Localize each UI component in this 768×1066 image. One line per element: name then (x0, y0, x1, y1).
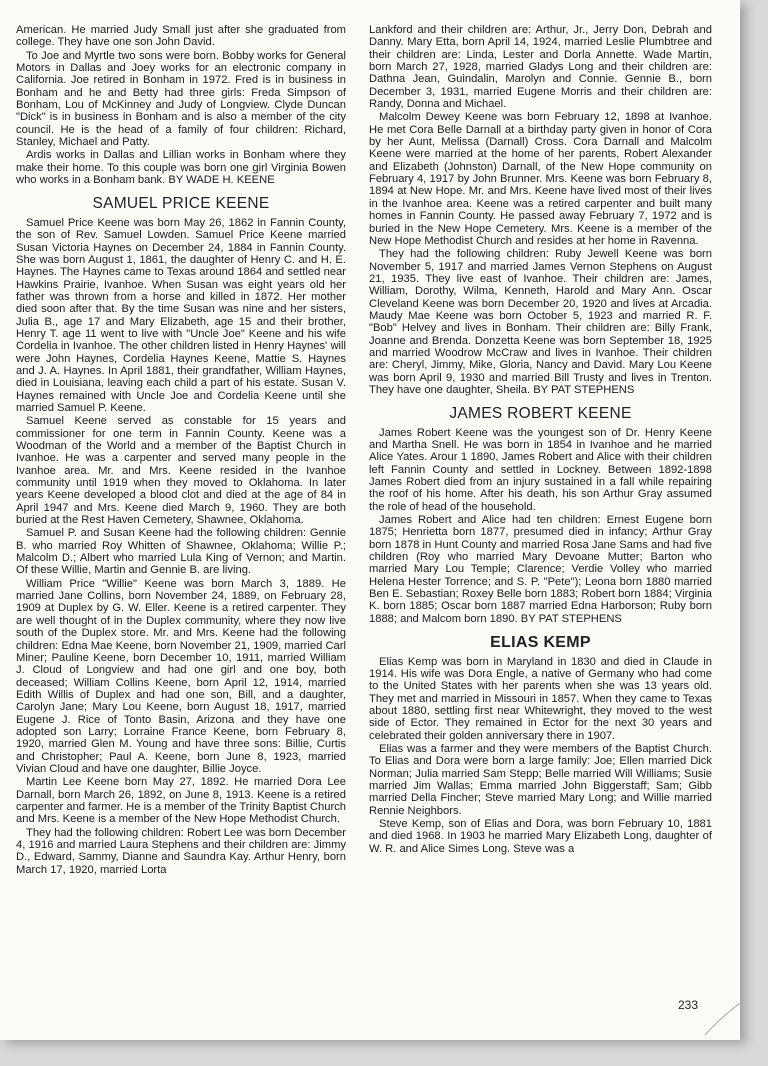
section-heading-james-robert-keene: JAMES ROBERT KEENE (449, 405, 632, 423)
paragraph: To Joe and Myrtle two sons were born. Bobby works for General Motors in Dallas and Joey works for an electronic company in California. Joe retired in Bonham in 1972. Fred is in business in Bonham and he and Betty had three girls: Freda Simpson of Bonham, Lou of McKinney and Judy of Longview. Clyde Duncan "Dick" is in business in Bonham and is also a member of the city council. He is the head of a family of four children: Richard, Stanley, Michael and Patty. (16, 49, 346, 149)
left-column (16, 24, 346, 877)
paragraph: James Robert and Alice had ten children: Ernest Eugene born 1875; Henrietta born 1877, presumed died in infancy; Arthur Gray born 1878 in Hunt County and married Rosa Jane Sams and had five children (Roy who married Mary Devoane Mutter; Barton who married Mary Lou Temple; Clarence; Verdie Volley who married Helena Hester Torrence; and S. P. "Pete"); Leona born 1880 married Ben E. Sebastian; Roxey Belle born 1883; Robert born 1884; Virginia K. born 1885; Oscar born 1887 married Edna Harborson; Ruby born 1888; and Malcom born 1890. BY PAT STEPHENS (369, 514, 712, 625)
paragraph: William Price "Willie" Keene was born March 3, 1889. He married Jane Collins, born November 24, 1889, on February 28, 1909 at Duplex by G. W. Eller. Keene is a retired carpenter. They are well thought of in the Duplex community, where they now live south of the Duplex store. Mr. and Mrs. Keene had the following children: Edna Mae Keene, born November 21, 1909, married Carl Miner; Pauline Keene, born December 10, 1911, married William J. Cloud of Longview and had one girl and one boy, both deceased; William Collins Keene, born April 12, 1914, married Edith Willis of Duplex and had one son, Bill, and a daughter, Carolyn Jane; Mary Lou Keene, born August 18, 1917, married Eugene J. Rice of Tonto Basin, Arizona and they have one adopted son Larry; Lorraine France Keene, born February 8, 1920, married Glen M. Young and have three sons: Billie, Curtis and Christopher; Paul A. Keene, born June 8, 1923, married Vivian Cloud and have one daughter, Billie Joyce. (16, 577, 346, 775)
paragraph: Samuel P. and Susan Keene had the following children: Gennie B. who married Roy Whitten of Shawnee, Oklahoma; Willie P.; Malcolm D.; Albert who married Lula King of Vernon; and Martin. Of these Willie, Martin and Gennie B. are living. (16, 527, 346, 577)
paragraph: Lankford and their children are: Arthur, Jr., Jerry Don, Debrah and Danny. Mary Etta, born April 14, 1924, married Leslie Plumbtree and their children are: Linda, Lester and Dorla Annette. Wade Martin, born March 27, 1928, married Gladys Long and their children are: Dathna Jean, Guindalin, Marolyn and Connie. Gennie B., born December 3, 1931, married Eugene Morris and their children are: Randy, Donna and Michael. (369, 24, 712, 111)
paragraph: Elias Kemp was born in Maryland in 1830 and died in Claude in 1914. His wife was Dora Engle, a native of Germany who had come to the United States with her parents when she was 13 years old. They met and married in Missouri in 1857. When they came to Texas about 1880, settling first near Whitewright, they moved to the west side of Ector. They remained in Ector for the next 30 years and celebrated their golden anniversary there in 1907. (369, 655, 712, 742)
paragraph: Ardis works in Dallas and Lillian works in Bonham where they make their home. To this couple was born one girl Virginia Bowen who works in a Bonham bank. BY WADE H. KEENE (16, 149, 346, 187)
paragraph: Elias was a farmer and they were members of the Baptist Church. To Elias and Dora were born a large family: Joe; Ellen married Dick Norman; Julia married Sam Stepp; Belle married Will Williams; Susie married Jim Wallas; Emma married John Biggerstaff; Sam; Gibb married Della Fincher; Steve married Mary Long; and Willie married Rennie Neighbors. (369, 742, 712, 817)
paragraph: Malcolm Dewey Keene was born February 12, 1898 at Ivanhoe. He met Cora Belle Darnall at a birthday party given in honor of Cora by her Aunt, Melissa (Darnall) Cross. Cora Darnall and Malcolm Keene were married at the home of her parents, Robert Alexander and Elizabeth (Johnston) Darnall, of the New Hope community on February 4, 1917 by John Brunner. Mrs. Keene was born February 8, 1894 at New Hope. Mr. and Mrs. Keene have lived most of their lives in the Ivanhoe area. Keene was a retired carpenter and built many homes in Fannin County. He passed away February 7, 1972 and is buried in the New Hope Cemetery. Mrs. Keene is a member of the New Hope Methodist Church and resides at her home in Ravenna. (369, 111, 712, 247)
paragraph: Steve Kemp, son of Elias and Dora, was born February 10, 1881 and died 1968. In 1903 he married Mary Elizabeth Long, daughter of W. R. and Alice Simes Long. Steve was a (369, 817, 712, 855)
paragraph: They had the following children: Ruby Jewell Keene was born November 5, 1917 and married James Vernon Stephens on August 21, 1935. They live east of Ivanhoe. Their children are: James, William, Dorothy, Wilma, Kenneth, Harold and Mary Ann. Oscar Cleveland Keene was born December 20, 1920 and lives at Arcadia. Maudy Mae Keene was born October 5, 1923 and married R. F. "Bob" Helvey and lives in Bonham. Their children are: Billy Frank, Joanne and Brenda. Donzetta Keene was born September 18, 1925 and married Woodrow McCraw and lives in Ivanhoe. Their children are: Cheryl, Jimmy, Mike, Gloria, Nancy and David. Mary Lou Keene was born April 9, 1930 and married Bill Trusty and lives in Trenton. They have one daughter, Sheila. BY PAT STEPHENS (369, 248, 712, 396)
paragraph: James Robert Keene was the youngest son of Dr. Henry Keene and Martha Snell. He was born in 1854 in Ivanhoe and he married Alice Yates. Arour 1 1890, James Robert and Alice with their children left Fannin County and settled in Lockney. Between 1892-1898 James Robert died from an injury sustained in a fall while repairing the roof of his home. After his death, his son Arthur Gray assumed the role of head of the household. (369, 426, 712, 513)
paragraph: Martin Lee Keene born May 27, 1892. He married Dora Lee Darnall, born March 26, 1892, on June 8, 1913. Keene is a retired carpenter and farmer. He is a member of the Trinity Baptist Church and Mrs. Keene is a member of the New Hope Methodist Church. (16, 776, 346, 826)
right-column (369, 24, 712, 856)
paragraph: Samuel Price Keene was born May 26, 1862 in Fannin County, the son of Rev. Samuel Lowden. Samuel Price Keene married Susan Victoria Haynes on December 24, 1884 in Fannin County. She was born August 1, 1861, the daughter of Henry C. and H. E. Haynes. The Haynes came to Texas around 1864 and settled near Hawkins Prairie, Ivanhoe. When Susan was eight years old her father was thrown from a horse and killed in 1872. Her mother died soon after that. By the time Susan was nine and her sisters, Julia B., age 17 and Mary Elizabeth, age 15 and their brother, Henry T. age 11 went to live with "Uncle Joe" Keene and his wife Cordelia in Ivanhoe. The other children listed in Henry Haynes' will were John Haynes, Cordelia Haynes Keene, Mattie S. Haynes and J. A. Haynes. In April 1881, their grandfather, William Haynes, died in Louisiana, leaving each child a part of his estate. Susan V. Haynes remained with Uncle Joe and Cordelia Keene until she married Samuel P. Keene. (16, 216, 346, 414)
paragraph: They had the following children: Robert Lee was born December 4, 1916 and married Laura Stephens and their children are: Jimmy D., Edward, Sammy, Dianne and Saundra Kay. Arthur Henry, born March 17, 1920, married Lorta (16, 826, 346, 876)
section-heading-elias-kemp: ELIAS KEMP (490, 634, 591, 652)
paragraph: Samuel Keene served as constable for 15 years and commissioner for one term in Fannin County. Keene was a Woodman of the World and a member of the Baptist Church in Ivanhoe. He was a carpenter and served many people in the Ivanhoe area. Mr. and Mrs. Keene resided in the Ivanhoe community until 1919 when they moved to Oklahoma. In later years Keene developed a blood clot and died at the age of 84 in April 1947 and Mrs. Keene died March 9, 1960. They are both buried at the Rest Haven Cemetery, Shawnee, Oklahoma. (16, 415, 346, 527)
page-curl-icon (700, 990, 740, 1040)
section-heading-samuel-price-keene: SAMUEL PRICE KEENE (92, 195, 270, 213)
page-number: 233 (678, 998, 699, 1012)
paragraph: American. He married Judy Small just after she graduated from college. They have one son John David. (16, 24, 346, 49)
